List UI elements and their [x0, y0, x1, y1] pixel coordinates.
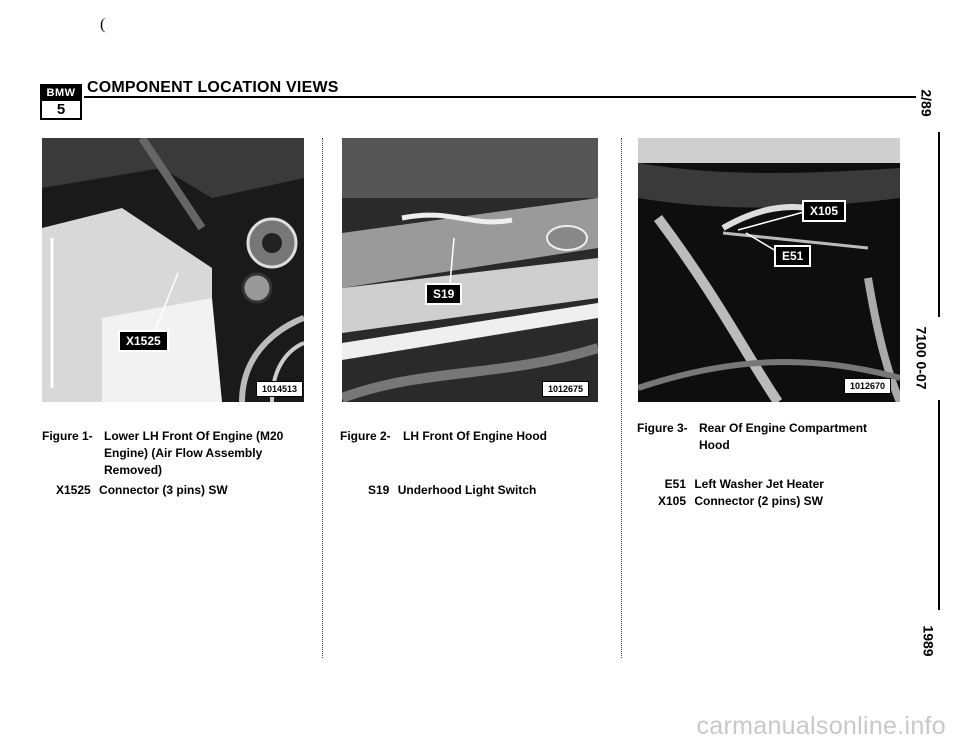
figure-2-id: 1012675: [542, 381, 589, 397]
callout-x1525: X1525: [118, 330, 169, 352]
figure-2-photo: [342, 138, 598, 402]
legend-text: Connector (2 pins) SW: [694, 494, 824, 508]
legend-code: X105: [657, 494, 686, 508]
legend-code: S19: [368, 483, 390, 497]
logo-series: 5: [56, 101, 66, 118]
side-rule-2: [938, 400, 940, 610]
figure-3-photo: [638, 138, 900, 402]
figure-1-caption-label: Figure 1-: [42, 429, 93, 443]
callout-x105: X105: [802, 200, 846, 222]
column-divider-1: [322, 138, 323, 658]
legend-text: Underhood Light Switch: [397, 483, 537, 497]
legend-code: E51: [664, 477, 686, 491]
figure-3-caption-text: Rear Of Engine Compartment Hood: [699, 421, 868, 452]
engine-photo-3-image: [638, 138, 900, 402]
header-rule: [84, 96, 916, 98]
callout-e51: E51: [774, 245, 811, 267]
figure-1-id: 1014513: [256, 381, 303, 397]
side-date: 2/89: [918, 89, 935, 117]
page-title: COMPONENT LOCATION VIEWS: [87, 79, 339, 96]
legend-text: Left Washer Jet Heater: [694, 477, 824, 491]
figure-2-caption-label: Figure 2-: [340, 429, 391, 443]
legend-text: Connector (3 pins) SW: [99, 483, 228, 497]
column-divider-2: [621, 138, 622, 658]
stray-parenthesis: (: [100, 16, 106, 33]
figure-1-photo: [42, 138, 304, 402]
figure-2-legend-row: [368, 482, 536, 499]
side-page-code: 7100 0-07: [913, 326, 930, 390]
figure-3-caption-label: Figure 3-: [637, 421, 688, 435]
callout-s19: S19: [425, 283, 462, 305]
figure-1-legend-row: [56, 482, 228, 499]
legend-code: X1525: [56, 483, 91, 497]
figure-2-caption-text: LH Front Of Engine Hood: [403, 429, 547, 443]
figure-1-caption-text: Lower LH Front Of Engine (M20 Engine) (Air Flow Assembly Removed): [104, 429, 284, 477]
side-year: 1989: [920, 625, 937, 657]
engine-photo-1-image: [42, 138, 304, 402]
figure-3-legend-row-1: [653, 476, 824, 493]
figure-3-legend-row-2: [653, 493, 823, 510]
bmw-series-logo: [40, 84, 82, 120]
watermark-text: carmanualsonline.info: [696, 712, 946, 740]
side-rule-1: [938, 132, 940, 317]
figure-3-id: 1012670: [844, 378, 891, 394]
engine-photo-2-image: [342, 138, 598, 402]
logo-brand: BMW: [42, 86, 80, 101]
